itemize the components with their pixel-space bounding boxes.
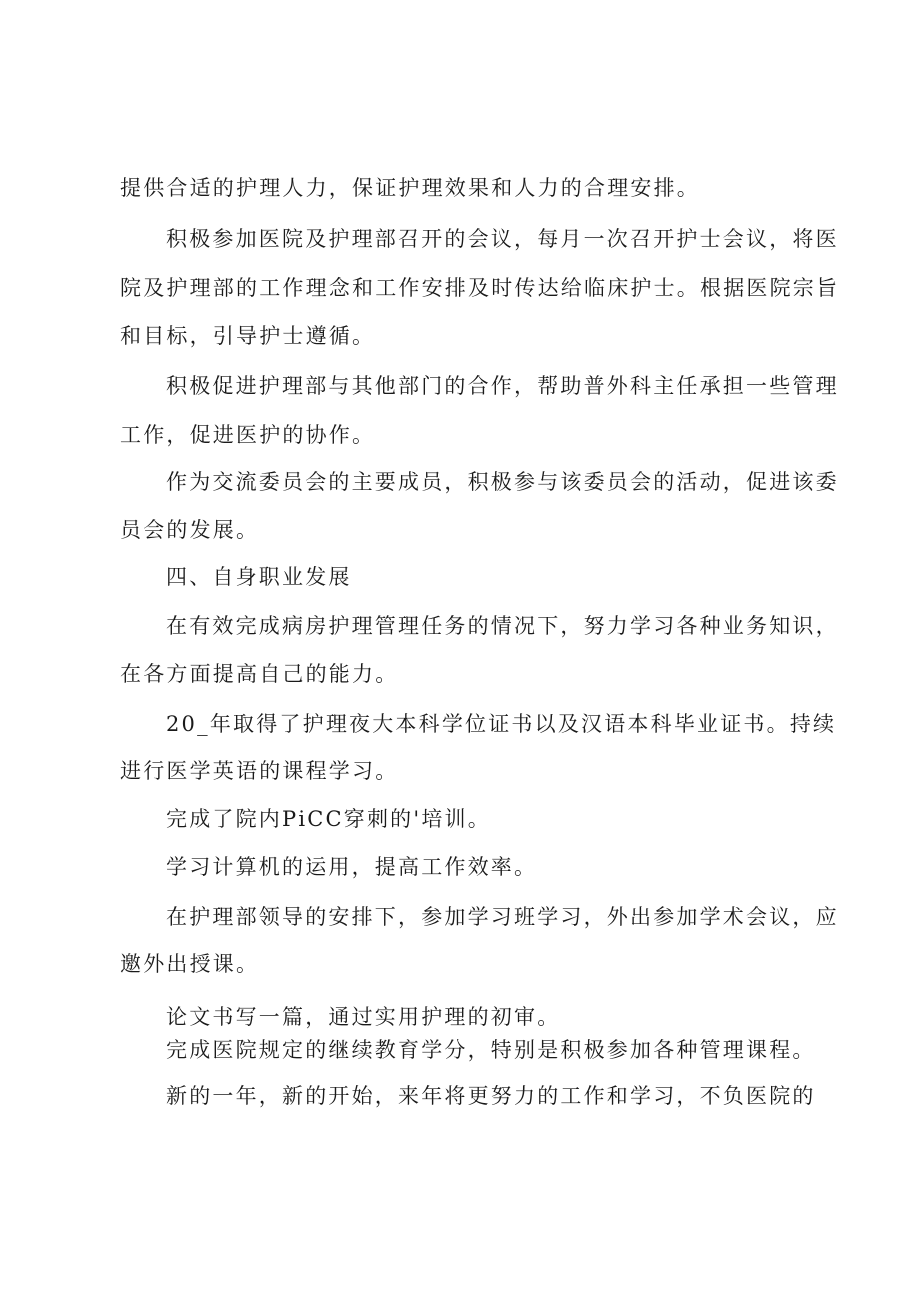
paragraph-line: 学习计算机的运用，提高工作效率。 (166, 855, 538, 879)
paragraph-line: 提供合适的护理人力，保证护理效果和人力的合理安排。 (120, 176, 700, 200)
paragraph-line: 积极参加医院及护理部召开的会议，每月一次召开护士会议，将医 (166, 227, 839, 251)
paragraph-line: 在各方面提高自己的能力。 (120, 662, 399, 686)
paragraph-line: 新的一年，新的开始，来年将更努力的工作和学习，不负医院的 (166, 1084, 816, 1108)
paragraph-line: 完成医院规定的继续教育学分，特别是积极参加各种管理课程。 (166, 1038, 816, 1062)
paragraph-line: 员会的发展。 (120, 518, 260, 542)
paragraph-line: 20_年取得了护理夜大本科学位证书以及汉语本科毕业证书。持续 (166, 712, 837, 736)
paragraph-line: 工作，促进医护的协作。 (120, 423, 376, 447)
paragraph-line: 邀外出授课。 (120, 952, 260, 976)
paragraph-line: 完成了院内PiCC穿刺的'培训。 (166, 807, 491, 831)
paragraph-line: 作为交流委员会的主要成员，积极参与该委员会的活动，促进该委 (166, 470, 839, 494)
paragraph-line: 在有效完成病房护理管理任务的情况下，努力学习各种业务知识， (166, 614, 839, 638)
paragraph-line: 论文书写一篇，通过实用护理的初审。 (166, 1005, 561, 1029)
paragraph-line: 进行医学英语的课程学习。 (120, 759, 399, 783)
section-heading: 四、自身职业发展 (166, 565, 352, 589)
paragraph-line: 在护理部领导的安排下，参加学习班学习，外出参加学术会议，应 (166, 905, 839, 929)
paragraph-line: 院及护理部的工作理念和工作安排及时传达给临床护士。根据医院宗旨 (120, 276, 840, 300)
paragraph-line: 和目标，引导护士遵循。 (120, 324, 376, 348)
paragraph-line: 积极促进护理部与其他部门的合作，帮助普外科主任承担一些管理 (166, 374, 839, 398)
